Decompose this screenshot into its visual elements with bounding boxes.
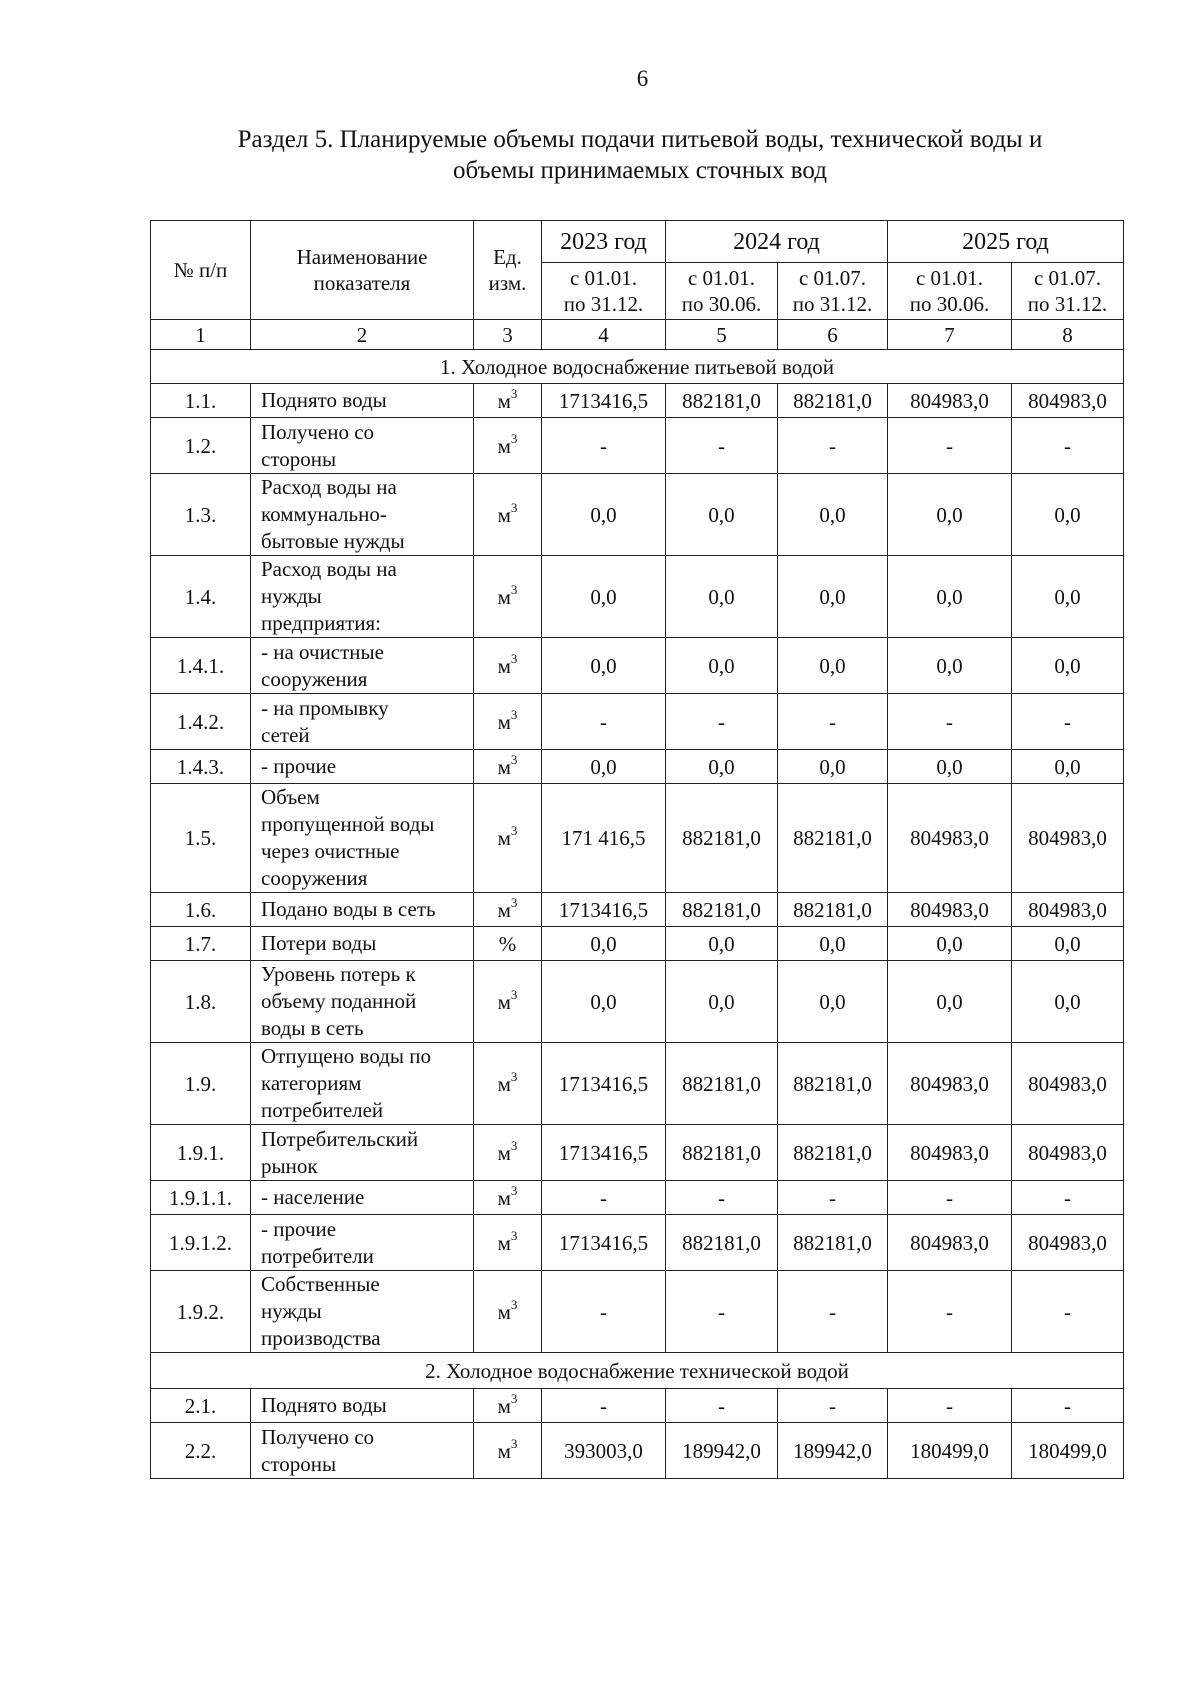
indicator-name: [251, 694, 474, 750]
unit-cell: [474, 474, 542, 556]
unit-cell: [474, 384, 542, 418]
section-heading-2: 2. Холодное водоснабжение технической водой: [151, 1353, 1124, 1389]
value-cell: 0,0: [542, 474, 666, 556]
row-number: 1.9.: [151, 1043, 251, 1125]
value-cell: -: [542, 694, 666, 750]
value-cell: 0,0: [778, 474, 888, 556]
unit-superscript: 3: [510, 430, 518, 446]
indicator-name-line: потребители: [261, 1243, 374, 1268]
indicator-name: [251, 638, 474, 694]
value-cell: 0,0: [1012, 474, 1124, 556]
value-cell: 882181,0: [778, 784, 888, 893]
value-cell: 882181,0: [778, 384, 888, 418]
value-cell: -: [778, 694, 888, 750]
value-cell: 804983,0: [1012, 1125, 1124, 1181]
indicator-name: [251, 784, 474, 893]
value-cell: 0,0: [542, 556, 666, 638]
value-cell: 0,0: [778, 556, 888, 638]
value-cell: 171 416,5: [542, 784, 666, 893]
unit-superscript: 3: [510, 894, 518, 910]
value-cell: 0,0: [888, 927, 1012, 961]
indicator-name: [251, 1271, 474, 1353]
page-number: 6: [636, 66, 649, 91]
indicator-name-line: потребителей: [261, 1098, 384, 1122]
indicator-name: [251, 1389, 474, 1423]
column-number: 4: [542, 320, 666, 350]
value-cell: 1713416,5: [542, 1043, 666, 1125]
value-cell: -: [542, 418, 666, 474]
value-cell: 0,0: [888, 474, 1012, 556]
value-cell: 0,0: [888, 556, 1012, 638]
value-cell: 882181,0: [666, 893, 778, 927]
value-cell: 882181,0: [778, 1125, 888, 1181]
indicator-name-line: Расход воды на: [261, 557, 397, 581]
unit-cell: [474, 1181, 542, 1215]
value-cell: -: [542, 1181, 666, 1215]
unit-superscript: 3: [510, 706, 518, 722]
column-number: 1: [151, 320, 251, 350]
value-cell: 882181,0: [666, 1043, 778, 1125]
unit-cell: [474, 418, 542, 474]
header-period: с 01.07. по 31.12.: [1012, 263, 1124, 320]
unit-text: м: [497, 1438, 511, 1463]
value-cell: 0,0: [778, 927, 888, 961]
value-cell: 0,0: [1012, 638, 1124, 694]
indicator-name-line: Подано воды в сеть: [261, 897, 436, 921]
value-cell: -: [666, 418, 778, 474]
unit-text: м: [497, 1071, 511, 1096]
value-cell: 0,0: [666, 556, 778, 638]
column-number: 8: [1012, 320, 1124, 350]
value-cell: 804983,0: [888, 384, 1012, 418]
value-cell: 804983,0: [1012, 1043, 1124, 1125]
title-line-2: объемы принимаемых сточных вод: [453, 157, 827, 184]
indicator-name-line: производства: [261, 1326, 381, 1350]
section-1-body: [151, 350, 1124, 1353]
table-row: [151, 384, 1124, 418]
table-row: [151, 474, 1124, 556]
row-number: 1.1.: [151, 384, 251, 418]
unit-text: %: [498, 931, 517, 956]
value-cell: -: [1012, 1271, 1124, 1353]
value-cell: -: [666, 1181, 778, 1215]
unit-superscript: 3: [510, 1435, 518, 1451]
unit-cell: [474, 1125, 542, 1181]
header-period: с 01.07. по 31.12.: [778, 263, 888, 320]
value-cell: -: [778, 418, 888, 474]
value-cell: -: [778, 1271, 888, 1353]
value-cell: 882181,0: [666, 384, 778, 418]
unit-superscript: 3: [510, 1390, 518, 1406]
value-cell: -: [778, 1389, 888, 1423]
row-number: 1.9.1.1.: [151, 1181, 251, 1215]
indicator-name: [251, 556, 474, 638]
row-number: 1.2.: [151, 418, 251, 474]
table-row: [151, 750, 1124, 784]
value-cell: 882181,0: [778, 1043, 888, 1125]
value-cell: 0,0: [1012, 961, 1124, 1043]
row-number: 1.4.: [151, 556, 251, 638]
value-cell: 0,0: [542, 927, 666, 961]
indicator-name-line: рынок: [261, 1153, 318, 1178]
indicator-name: [251, 1423, 474, 1479]
header-period: с 01.01. по 30.06.: [888, 263, 1012, 320]
unit-cell: [474, 1389, 542, 1423]
unit-cell: [474, 556, 542, 638]
value-cell: 804983,0: [1012, 384, 1124, 418]
table-row: [151, 1125, 1124, 1181]
row-number: 1.8.: [151, 961, 251, 1043]
indicator-name-line: бытовые нужды: [261, 529, 405, 553]
table-row: [151, 784, 1124, 893]
title-line-1: Раздел 5. Планируемые объемы подачи питьевой воды, технической воды и: [237, 126, 1043, 153]
indicator-name-line: Поднято воды: [261, 1393, 387, 1417]
value-cell: 0,0: [666, 638, 778, 694]
table-row: [151, 961, 1124, 1043]
unit-superscript: 3: [510, 986, 518, 1002]
row-number: 1.4.2.: [151, 694, 251, 750]
value-cell: 0,0: [888, 961, 1012, 1043]
value-cell: 882181,0: [666, 784, 778, 893]
unit-text: м: [497, 1140, 511, 1165]
indicator-name-line: Получено со: [261, 1424, 375, 1449]
indicator-name-line: - прочие: [261, 754, 337, 778]
unit-superscript: 3: [510, 1182, 518, 1198]
column-number: 5: [666, 320, 778, 350]
water-volumes-table: [150, 220, 1124, 1479]
table-row: [151, 694, 1124, 750]
unit-text: м: [497, 709, 511, 734]
indicator-name-line: - прочие: [261, 1216, 337, 1241]
unit-text: м: [497, 433, 511, 458]
column-number: 6: [778, 320, 888, 350]
indicator-name-line: предприятия:: [261, 611, 382, 635]
unit-cell: [474, 1423, 542, 1479]
indicator-name: [251, 927, 474, 961]
value-cell: 0,0: [542, 961, 666, 1043]
indicator-name-line: Расход воды на: [261, 475, 397, 499]
indicator-name-line: Поднято воды: [261, 388, 387, 412]
unit-text: м: [497, 653, 511, 678]
header-period: с 01.01. по 31.12.: [542, 263, 666, 320]
row-number: 1.6.: [151, 893, 251, 927]
value-cell: 0,0: [1012, 556, 1124, 638]
indicator-name: [251, 1125, 474, 1181]
indicator-name: [251, 384, 474, 418]
row-number: 2.2.: [151, 1423, 251, 1479]
unit-text: м: [497, 502, 511, 527]
value-cell: 0,0: [666, 474, 778, 556]
value-cell: -: [666, 1389, 778, 1423]
indicator-name-line: Собственные: [261, 1272, 380, 1296]
indicator-name-line: категориям: [261, 1071, 362, 1095]
unit-cell: [474, 750, 542, 784]
document-title: [150, 124, 1130, 186]
indicator-name: [251, 1043, 474, 1125]
unit-text: м: [497, 897, 511, 922]
unit-text: м: [497, 1230, 511, 1255]
value-cell: -: [666, 694, 778, 750]
unit-superscript: 3: [510, 1227, 518, 1243]
indicator-name-line: сооружения: [261, 666, 368, 691]
value-cell: 0,0: [666, 927, 778, 961]
unit-superscript: 3: [510, 385, 518, 401]
value-cell: 804983,0: [888, 893, 1012, 927]
value-cell: 804983,0: [1012, 893, 1124, 927]
indicator-name-line: нужды: [261, 1299, 322, 1323]
unit-cell: [474, 893, 542, 927]
unit-superscript: 3: [510, 499, 518, 515]
column-number: 3: [474, 320, 542, 350]
indicator-name-line: - на очистные: [261, 639, 384, 664]
value-cell: 882181,0: [778, 893, 888, 927]
value-cell: 804983,0: [1012, 1215, 1124, 1271]
table-row: [151, 638, 1124, 694]
value-cell: 0,0: [1012, 927, 1124, 961]
header-name: Наименование показателя: [251, 221, 474, 320]
row-number: 1.9.2.: [151, 1271, 251, 1353]
value-cell: -: [666, 1271, 778, 1353]
unit-superscript: 3: [510, 650, 518, 666]
value-cell: 189942,0: [666, 1423, 778, 1479]
unit-text: м: [497, 826, 511, 850]
value-cell: -: [888, 1181, 1012, 1215]
value-cell: 1713416,5: [542, 1125, 666, 1181]
indicator-name-line: стороны: [261, 446, 337, 471]
table-row: [151, 1043, 1124, 1125]
indicator-name: [251, 893, 474, 927]
indicator-name: [251, 961, 474, 1043]
unit-cell: [474, 1271, 542, 1353]
value-cell: -: [542, 1271, 666, 1353]
value-cell: 393003,0: [542, 1423, 666, 1479]
unit-text: м: [497, 388, 511, 413]
value-cell: 0,0: [888, 750, 1012, 784]
value-cell: 0,0: [542, 638, 666, 694]
value-cell: 1713416,5: [542, 384, 666, 418]
value-cell: 804983,0: [1012, 784, 1124, 893]
indicator-name: [251, 474, 474, 556]
indicator-name-line: Отпущено воды по: [261, 1044, 432, 1068]
unit-text: м: [497, 754, 511, 779]
value-cell: 180499,0: [1012, 1423, 1124, 1479]
table-row: [151, 556, 1124, 638]
indicator-name: [251, 418, 474, 474]
column-number: 7: [888, 320, 1012, 350]
unit-cell: [474, 927, 542, 961]
value-cell: 0,0: [666, 961, 778, 1043]
header-num: № п/п: [151, 221, 251, 320]
value-cell: 0,0: [542, 750, 666, 784]
value-cell: -: [1012, 418, 1124, 474]
unit-superscript: 3: [510, 823, 518, 838]
value-cell: 0,0: [888, 638, 1012, 694]
unit-superscript: 3: [510, 751, 518, 767]
table-row: [151, 1423, 1124, 1479]
table-row: [151, 1181, 1124, 1215]
value-cell: 882181,0: [666, 1215, 778, 1271]
row-number: 1.9.1.2.: [151, 1215, 251, 1271]
header-unit: Ед. изм.: [474, 221, 542, 320]
value-cell: 804983,0: [888, 1125, 1012, 1181]
value-cell: -: [888, 1389, 1012, 1423]
indicator-name-line: нужды: [261, 584, 322, 608]
unit-cell: [474, 694, 542, 750]
indicator-name-line: Объем: [261, 785, 320, 809]
value-cell: 882181,0: [666, 1125, 778, 1181]
value-cell: 1713416,5: [542, 893, 666, 927]
unit-superscript: 3: [510, 1296, 518, 1312]
value-cell: 0,0: [778, 750, 888, 784]
indicator-name-line: Потери воды: [261, 931, 377, 955]
section-heading-1: 1. Холодное водоснабжение питьевой водой: [151, 350, 1124, 384]
value-cell: -: [888, 694, 1012, 750]
value-cell: 0,0: [778, 638, 888, 694]
value-cell: 0,0: [666, 750, 778, 784]
value-cell: -: [888, 418, 1012, 474]
unit-cell: [474, 1215, 542, 1271]
indicator-name-line: сооружения: [261, 866, 368, 890]
value-cell: 804983,0: [888, 1215, 1012, 1271]
row-number: 2.1.: [151, 1389, 251, 1423]
value-cell: -: [778, 1181, 888, 1215]
unit-text: м: [497, 989, 511, 1014]
table-row: [151, 418, 1124, 474]
value-cell: 882181,0: [778, 1215, 888, 1271]
value-cell: 189942,0: [778, 1423, 888, 1479]
header-period: с 01.01. по 30.06.: [666, 263, 778, 320]
indicator-name-line: воды в сеть: [261, 1016, 364, 1040]
indicator-name-line: стороны: [261, 1451, 337, 1476]
unit-cell: [474, 961, 542, 1043]
header-year-2025: 2025 год: [888, 221, 1124, 263]
value-cell: 0,0: [778, 961, 888, 1043]
value-cell: 1713416,5: [542, 1215, 666, 1271]
unit-superscript: 3: [510, 1137, 518, 1153]
value-cell: 804983,0: [888, 1043, 1012, 1125]
indicator-name: [251, 1215, 474, 1271]
unit-text: м: [497, 1299, 511, 1324]
row-number: 1.7.: [151, 927, 251, 961]
unit-superscript: 3: [510, 1068, 518, 1084]
column-number: 2: [251, 320, 474, 350]
table-row: [151, 1389, 1124, 1423]
indicator-name-line: через очистные: [261, 839, 400, 863]
indicator-name-line: пропущенной воды: [261, 812, 435, 836]
unit-cell: [474, 638, 542, 694]
value-cell: -: [1012, 1181, 1124, 1215]
value-cell: -: [542, 1389, 666, 1423]
unit-text: м: [497, 1185, 511, 1210]
unit-text: м: [497, 1393, 511, 1418]
value-cell: -: [888, 1271, 1012, 1353]
value-cell: -: [1012, 1389, 1124, 1423]
row-number: 1.9.1.: [151, 1125, 251, 1181]
value-cell: 804983,0: [888, 784, 1012, 893]
row-number: 1.5.: [151, 784, 251, 893]
table-row: [151, 927, 1124, 961]
indicator-name-line: Уровень потерь к: [261, 962, 416, 986]
row-number: 1.4.1.: [151, 638, 251, 694]
value-cell: -: [1012, 694, 1124, 750]
indicator-name-line: объему поданной: [261, 989, 417, 1013]
indicator-name-line: - на промывку: [261, 695, 389, 720]
value-cell: 0,0: [1012, 750, 1124, 784]
indicator-name-line: - население: [261, 1185, 365, 1209]
header-year-2024: 2024 год: [666, 221, 888, 263]
indicator-name-line: Потребительский: [261, 1126, 419, 1151]
value-cell: 180499,0: [888, 1423, 1012, 1479]
indicator-name-line: коммунально-: [261, 502, 387, 526]
unit-superscript: 3: [510, 581, 518, 597]
unit-text: м: [497, 584, 511, 609]
indicator-name: [251, 1181, 474, 1215]
row-number: 1.3.: [151, 474, 251, 556]
indicator-name: [251, 750, 474, 784]
row-number: 1.4.3.: [151, 750, 251, 784]
table-row: [151, 1215, 1124, 1271]
unit-cell: [474, 1043, 542, 1125]
unit-cell: [474, 784, 542, 893]
header-year-2023: 2023 год: [542, 221, 666, 263]
indicator-name-line: Получено со: [261, 419, 375, 444]
indicator-name-line: сетей: [261, 722, 310, 747]
table-row: [151, 893, 1124, 927]
section-2-body: [151, 1353, 1124, 1479]
table-row: [151, 1271, 1124, 1353]
